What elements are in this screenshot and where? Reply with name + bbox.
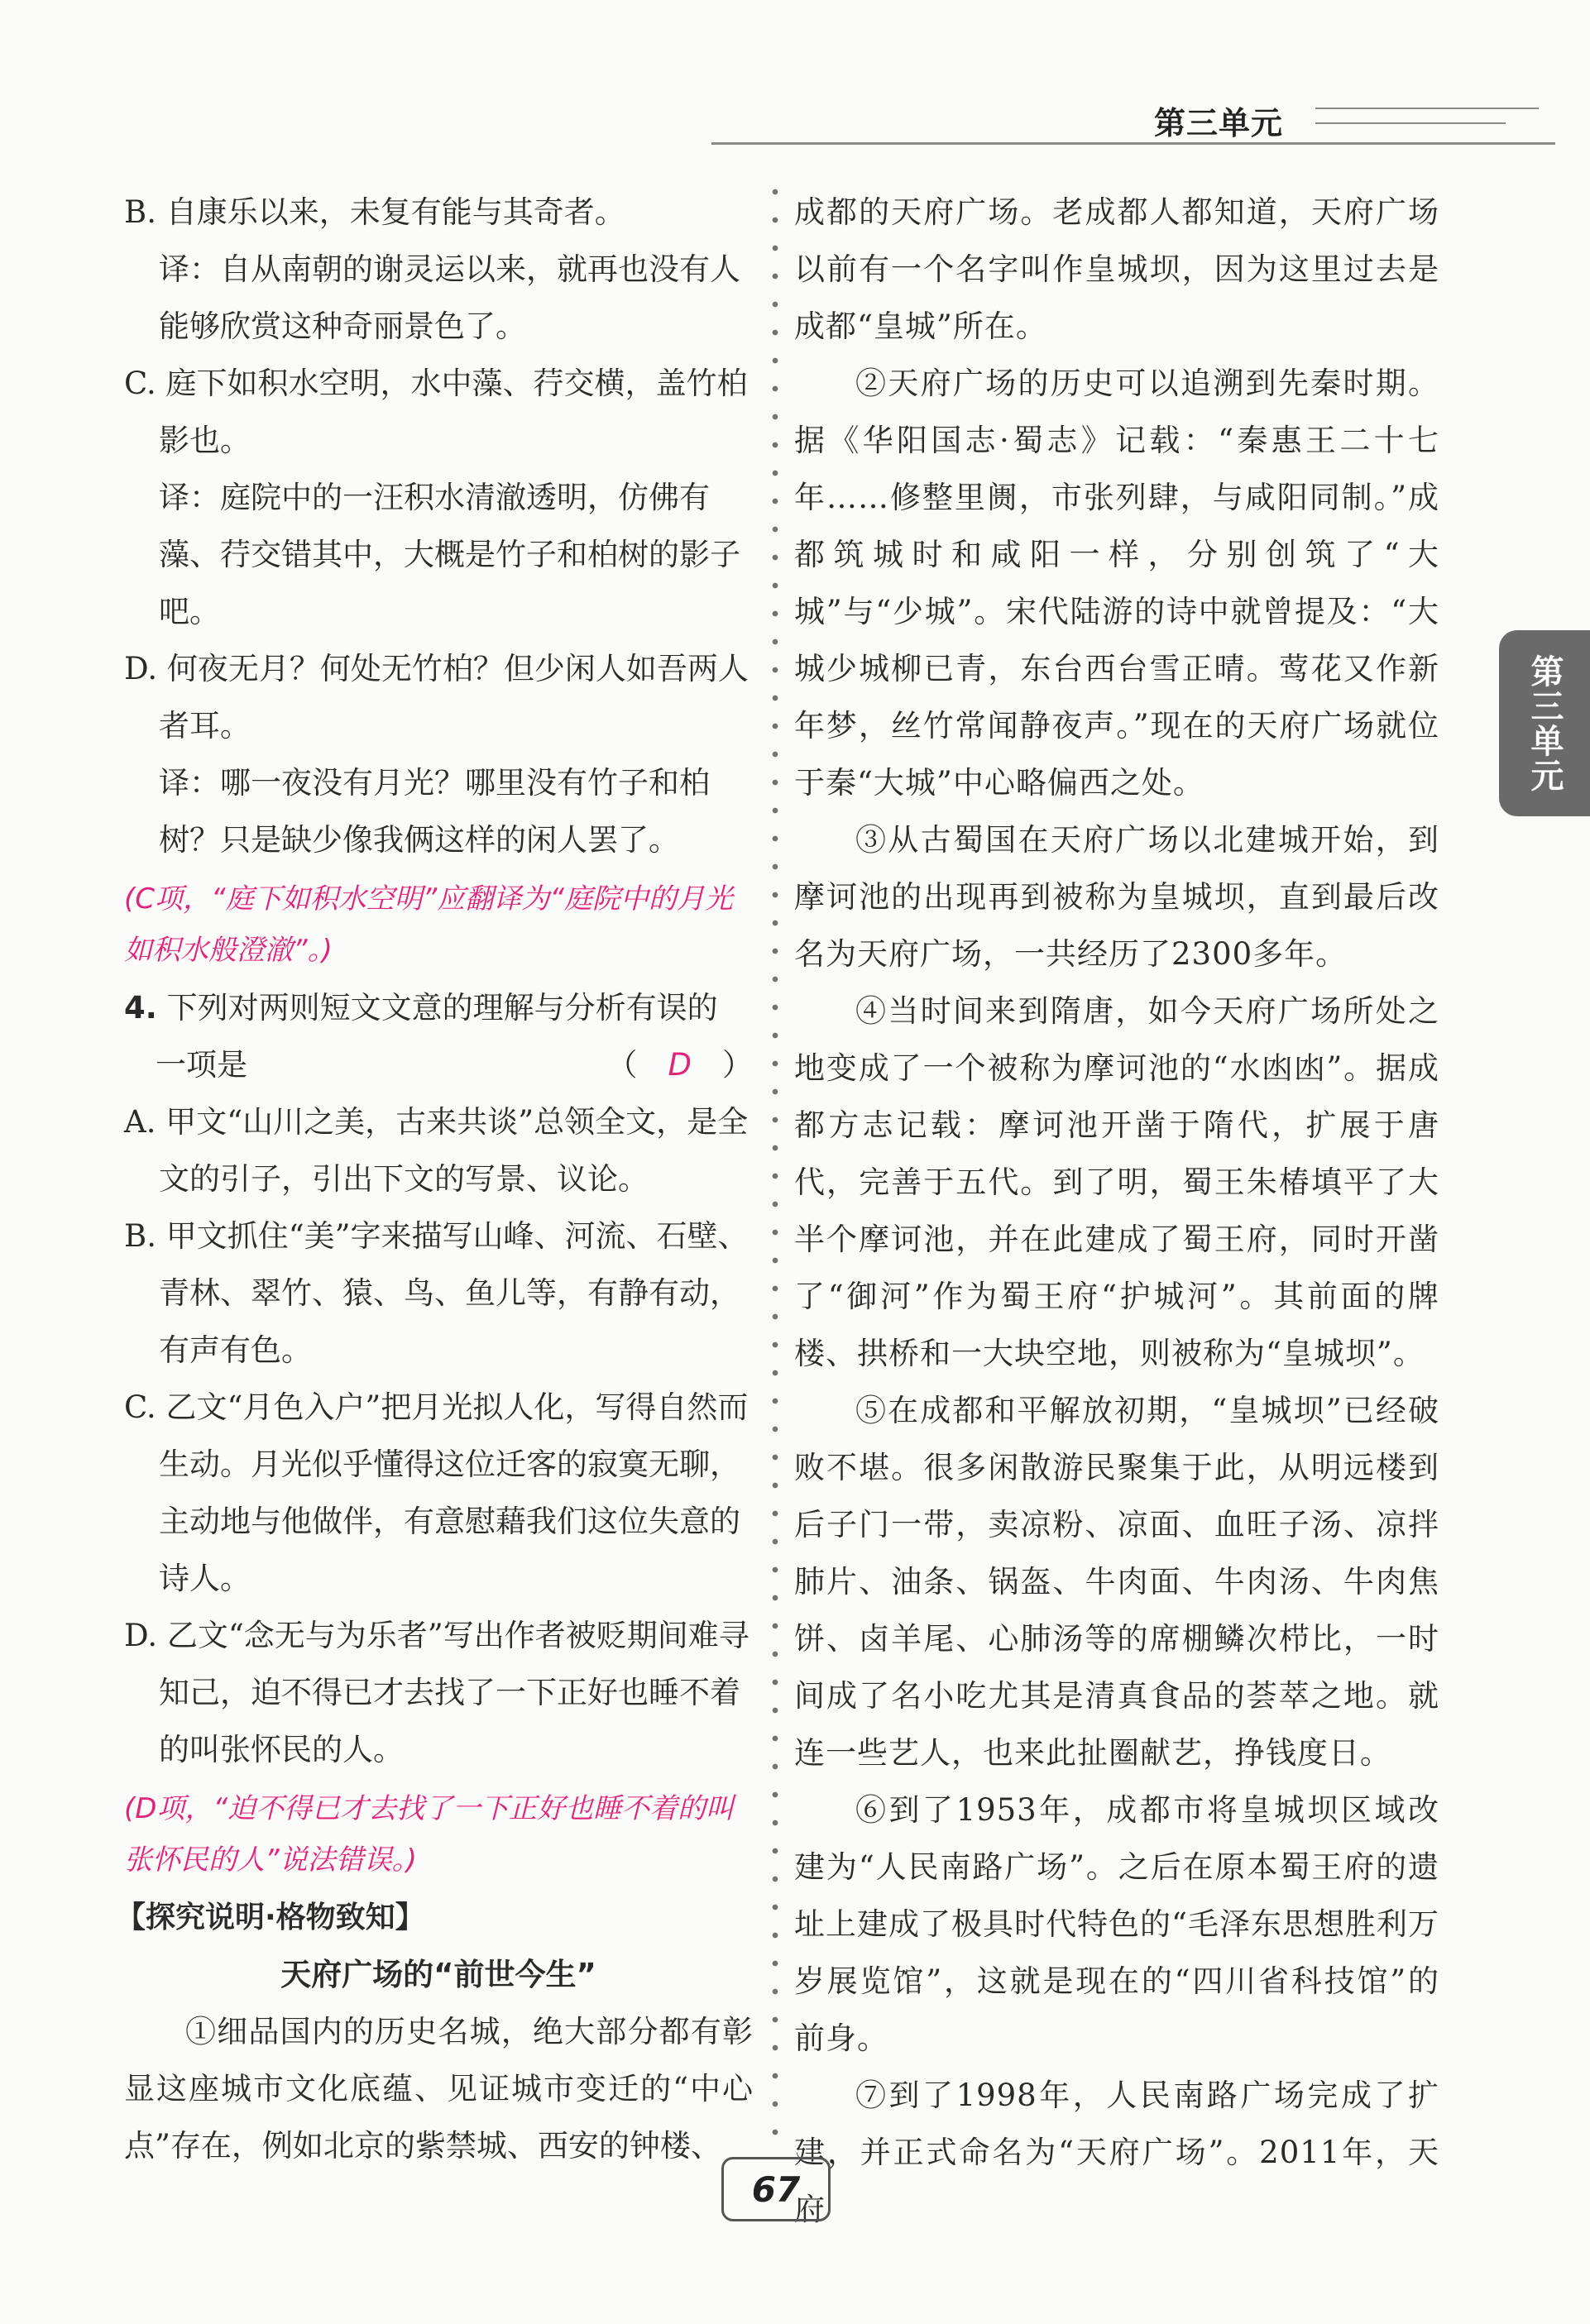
left-column: [116, 184, 753, 2174]
q4-answer-note: (D项，“迫不得已才去找了一下正好也睡不着的叫张怀民的人”说法错误。): [124, 1792, 735, 1877]
article-title: 天府广场的“前世今生”: [280, 1957, 596, 1992]
option-d-translation: 译：哪一夜没有月光？哪里没有竹子和柏树？只是缺少像我俩这样的闲人罢了。: [159, 765, 710, 858]
article-paragraph-6: ⑥到了1953年，成都市将皇城坝区域改建为“人民南路广场”。之后在原本蜀王府的遗址上建成了极具时代特色的“毛泽东思想胜利万岁展览馆”，这就是现在的“四川省科技馆”的前身。: [794, 1792, 1439, 2056]
article-paragraph-5: ⑤在成都和平解放初期，“皇城坝”已经破败不堪。很多闲散游民聚集于此，从明远楼到后子门一带，卖凉粉、凉面、血旺子汤、凉拌肺片、油条、锅盔、牛肉面、牛肉汤、牛肉焦饼、卤羊尾、心肺汤等的席棚鳞次栉比，一时间成了名小吃尤其是清真食品的荟萃之地。就连一些艺人，也来此扯圈献艺，挣钱度日。: [794, 1393, 1439, 1771]
paren-open: （: [606, 1047, 638, 1083]
q4-option-d: D. 乙文“念无与为乐者”写出作者被贬期间难寻知己，迫不得已才去找了一下正好也睡不着的叫张怀民的人。: [124, 1618, 750, 1767]
section-heading: 【探究说明·格物致知】: [116, 1901, 425, 1934]
q4-stem-text-2: 一项是: [156, 1047, 247, 1083]
option-d: D. 何夜无月？何处无竹柏？但少闲人如吾两人者耳。: [124, 651, 749, 744]
q4-option-b: B. 甲文抓住“美”字来描写山峰、河流、石壁、青林、翠竹、猿、鸟、鱼儿等，有静有动，有声有色。: [124, 1218, 749, 1368]
q4-stem: [124, 979, 753, 1036]
unit-title: 第三单元: [1154, 105, 1284, 141]
article-paragraph-4: ④当时间来到隋唐，如今天府广场所处之地变成了一个被称为摩诃池的“水凼凼”。据成都方志记载：摩诃池开凿于隋代，扩展于唐代，完善于五代。到了明，蜀王朱椿填平了大半个摩诃池，并在此建成了蜀王府，同时开凿了“御河”作为蜀王府“护城河”。其前面的牌楼、拱桥和一大块空地，则被称为“皇城坝”。: [794, 993, 1439, 1371]
article-paragraph-7: ⑦到了1998年，人民南路广场完成了扩建，并正式命名为“天府广场”。2011年，天府: [794, 2078, 1439, 2227]
header-rule-deco: [1315, 108, 1539, 109]
q4-number: 4.: [124, 990, 157, 1026]
side-unit-tab: 第三单元: [1499, 630, 1590, 816]
option-c: C. 庭下如积水空明，水中藻、荇交横，盖竹柏影也。: [124, 366, 748, 458]
q4-answer: D: [668, 1047, 692, 1083]
article-paragraph-3: ③从古蜀国在天府广场以北建城开始，到摩诃池的出现再到被称为皇城坝，直到最后改名为天府广场，一共经历了2300多年。: [794, 822, 1439, 972]
right-column: [794, 184, 1439, 2238]
q4-option-a: A. 甲文“山川之美，古来共谈”总领全文，是全文的引子，引出下文的写景、议论。: [124, 1104, 749, 1197]
option-c-translation: 译：庭院中的一汪积水清澈透明，仿佛有藻、荇交错其中，大概是竹子和柏树的影子吧。: [159, 480, 740, 629]
q4-option-c: C. 乙文“月色入户”把月光拟人化，写得自然而生动。月光似乎懂得这位迁客的寂寞无聊，主动地与他做伴，有意慰藉我们这位失意的诗人。: [124, 1389, 749, 1596]
q3-answer-note: (C项，“庭下如积水空明”应翻译为“庭院中的月光如积水般澄澈”。): [124, 882, 733, 967]
option-b: B. 自康乐以来，未复有能与其奇者。: [124, 194, 625, 230]
option-b-translation: 译：自从南朝的谢灵运以来，就再也没有人能够欣赏这种奇丽景色了。: [159, 251, 740, 344]
header-rule: [711, 142, 1555, 145]
q4-answer-paren: [607, 1036, 754, 1093]
article-paragraph-2: ②天府广场的历史可以追溯到先秦时期。据《华阳国志·蜀志》记载：“秦惠王二十七年……修整里阓，市张列肆，与咸阳同制。”成都筑城时和咸阳一样，分别创筑了“大城”与“少城”。宋代陆游的诗中就曾提及：“大城少城柳已青，东台西台雪正晴。莺花又作新年梦，丝竹常闻静夜声。”现在的天府广场就位于秦“大城”中心略偏西之处。: [794, 366, 1439, 801]
paren-close: ）: [722, 1047, 753, 1083]
page-number: 67: [721, 2157, 831, 2221]
article-paragraph-1-cont: 成都的天府广场。老成都人都知道，天府广场以前有一个名字叫作皇城坝，因为这里过去是成都“皇城”所在。: [794, 194, 1439, 344]
q4-stem-line2: [124, 1036, 753, 1093]
q4-stem-text: 下列对两则短文文意的理解与分析有误的: [166, 990, 718, 1026]
header-rule-deco: [1315, 122, 1506, 124]
article-paragraph-1: ①细品国内的历史名城，绝大部分都有彰显这座城市文化底蕴、见证城市变迁的“中心点”存在，例如北京的紫禁城、西安的钟楼、: [124, 2014, 753, 2164]
column-divider: [769, 186, 781, 2150]
